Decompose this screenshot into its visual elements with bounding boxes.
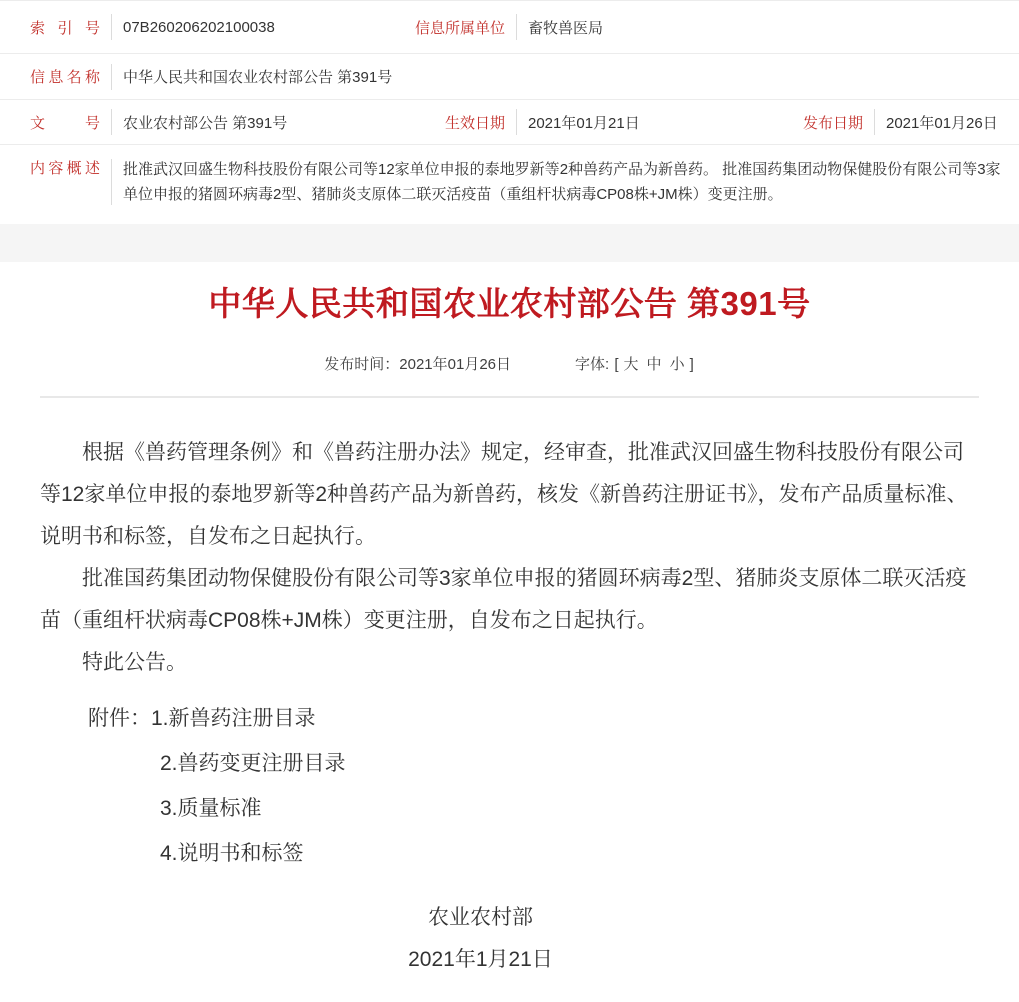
metadata-table	[0, 0, 1019, 224]
vertical-divider	[111, 159, 112, 205]
publish-time	[324, 353, 511, 374]
attachment-item	[88, 698, 979, 740]
font-size-medium-button[interactable]: 中	[646, 356, 662, 373]
summary-label: 内容概述	[30, 160, 100, 177]
publish-time-label: 发布时间：	[324, 356, 400, 373]
section-divider-band	[0, 224, 1019, 262]
paragraph: 特此公告。	[82, 651, 187, 674]
attachments-label: 附件：	[88, 707, 151, 730]
article-meta-row	[40, 353, 979, 374]
index-number-label: 索引号	[30, 19, 100, 37]
index-number-value: 07B260206202100038	[123, 18, 275, 36]
info-name-value: 中华人民共和国农业农村部公告 第391号	[123, 69, 393, 86]
bracket-close: ]	[689, 356, 694, 373]
info-name-label: 信息名称	[30, 69, 100, 86]
attachment-item-3: 3.质量标准	[160, 797, 262, 820]
article-body	[40, 432, 979, 684]
article	[0, 284, 1019, 981]
vertical-divider	[111, 14, 112, 40]
attachment-item-2: 2.兽药变更注册目录	[160, 752, 346, 775]
font-size-switcher	[575, 353, 695, 374]
publish-date-value: 2021年01月26日	[886, 114, 998, 132]
paragraph: 批准国药集团动物保健股份有限公司等3家单位申报的猪圆环病毒2型、猪肺炎支原体二联灭活疫苗（重组杆状病毒CP08株+JM株）变更注册，自发布之日起执行。	[40, 567, 967, 632]
meta-row-summary	[0, 145, 1019, 224]
publish-date-label: 发布日期	[802, 114, 863, 132]
summary-value: 批准武汉回盛生物科技股份有限公司等12家单位申报的泰地罗新等2种兽药产品为新兽药。 批准国药集团动物保健股份有限公司等3家单位申报的猪圆环病毒2型、猪肺炎支原体二联灭活疫苗（重组杆状病毒CP08株+JM株）变更注册。	[123, 161, 1001, 203]
vertical-divider	[111, 64, 112, 90]
signature-date: 2021年1月21日	[408, 948, 553, 971]
title-divider-line	[40, 396, 979, 398]
signature-block	[40, 897, 979, 981]
doc-number-label: 文号	[30, 114, 100, 132]
bracket-open: [	[614, 356, 619, 373]
publish-time-value: 2021年01月26日	[399, 356, 512, 373]
page-title: 中华人民共和国农业农村部公告 第391号	[208, 285, 811, 322]
signer-name: 农业农村部	[428, 906, 533, 929]
meta-row-name	[0, 54, 1019, 100]
effective-date-value: 2021年01月21日	[528, 114, 640, 132]
meta-row-docnum	[0, 100, 1019, 145]
font-size-label: 字体:	[575, 356, 610, 373]
vertical-divider	[111, 109, 112, 135]
vertical-divider	[874, 109, 875, 135]
vertical-divider	[516, 109, 517, 135]
effective-date-label: 生效日期	[444, 114, 505, 132]
font-size-large-button[interactable]: 大	[623, 356, 639, 373]
info-unit-value: 畜牧兽医局	[528, 19, 604, 37]
attachment-item-4: 4.说明书和标签	[160, 842, 304, 865]
attachments-list	[40, 698, 979, 875]
font-size-small-button[interactable]: 小	[669, 356, 685, 373]
attachment-item-1: 1.新兽药注册目录	[151, 707, 316, 730]
vertical-divider	[516, 14, 517, 40]
paragraph: 根据《兽药管理条例》和《兽药注册办法》规定，经审查，批准武汉回盛生物科技股份有限公司等12家单位申报的泰地罗新等2种兽药产品为新兽药，核发《新兽药注册证书》，发布产品质量标准、说明书和标签，自发布之日起执行。	[40, 441, 968, 548]
info-unit-label: 信息所属单位	[414, 19, 505, 37]
meta-row-index	[0, 1, 1019, 54]
doc-number-value: 农业农村部公告 第391号	[123, 114, 288, 132]
